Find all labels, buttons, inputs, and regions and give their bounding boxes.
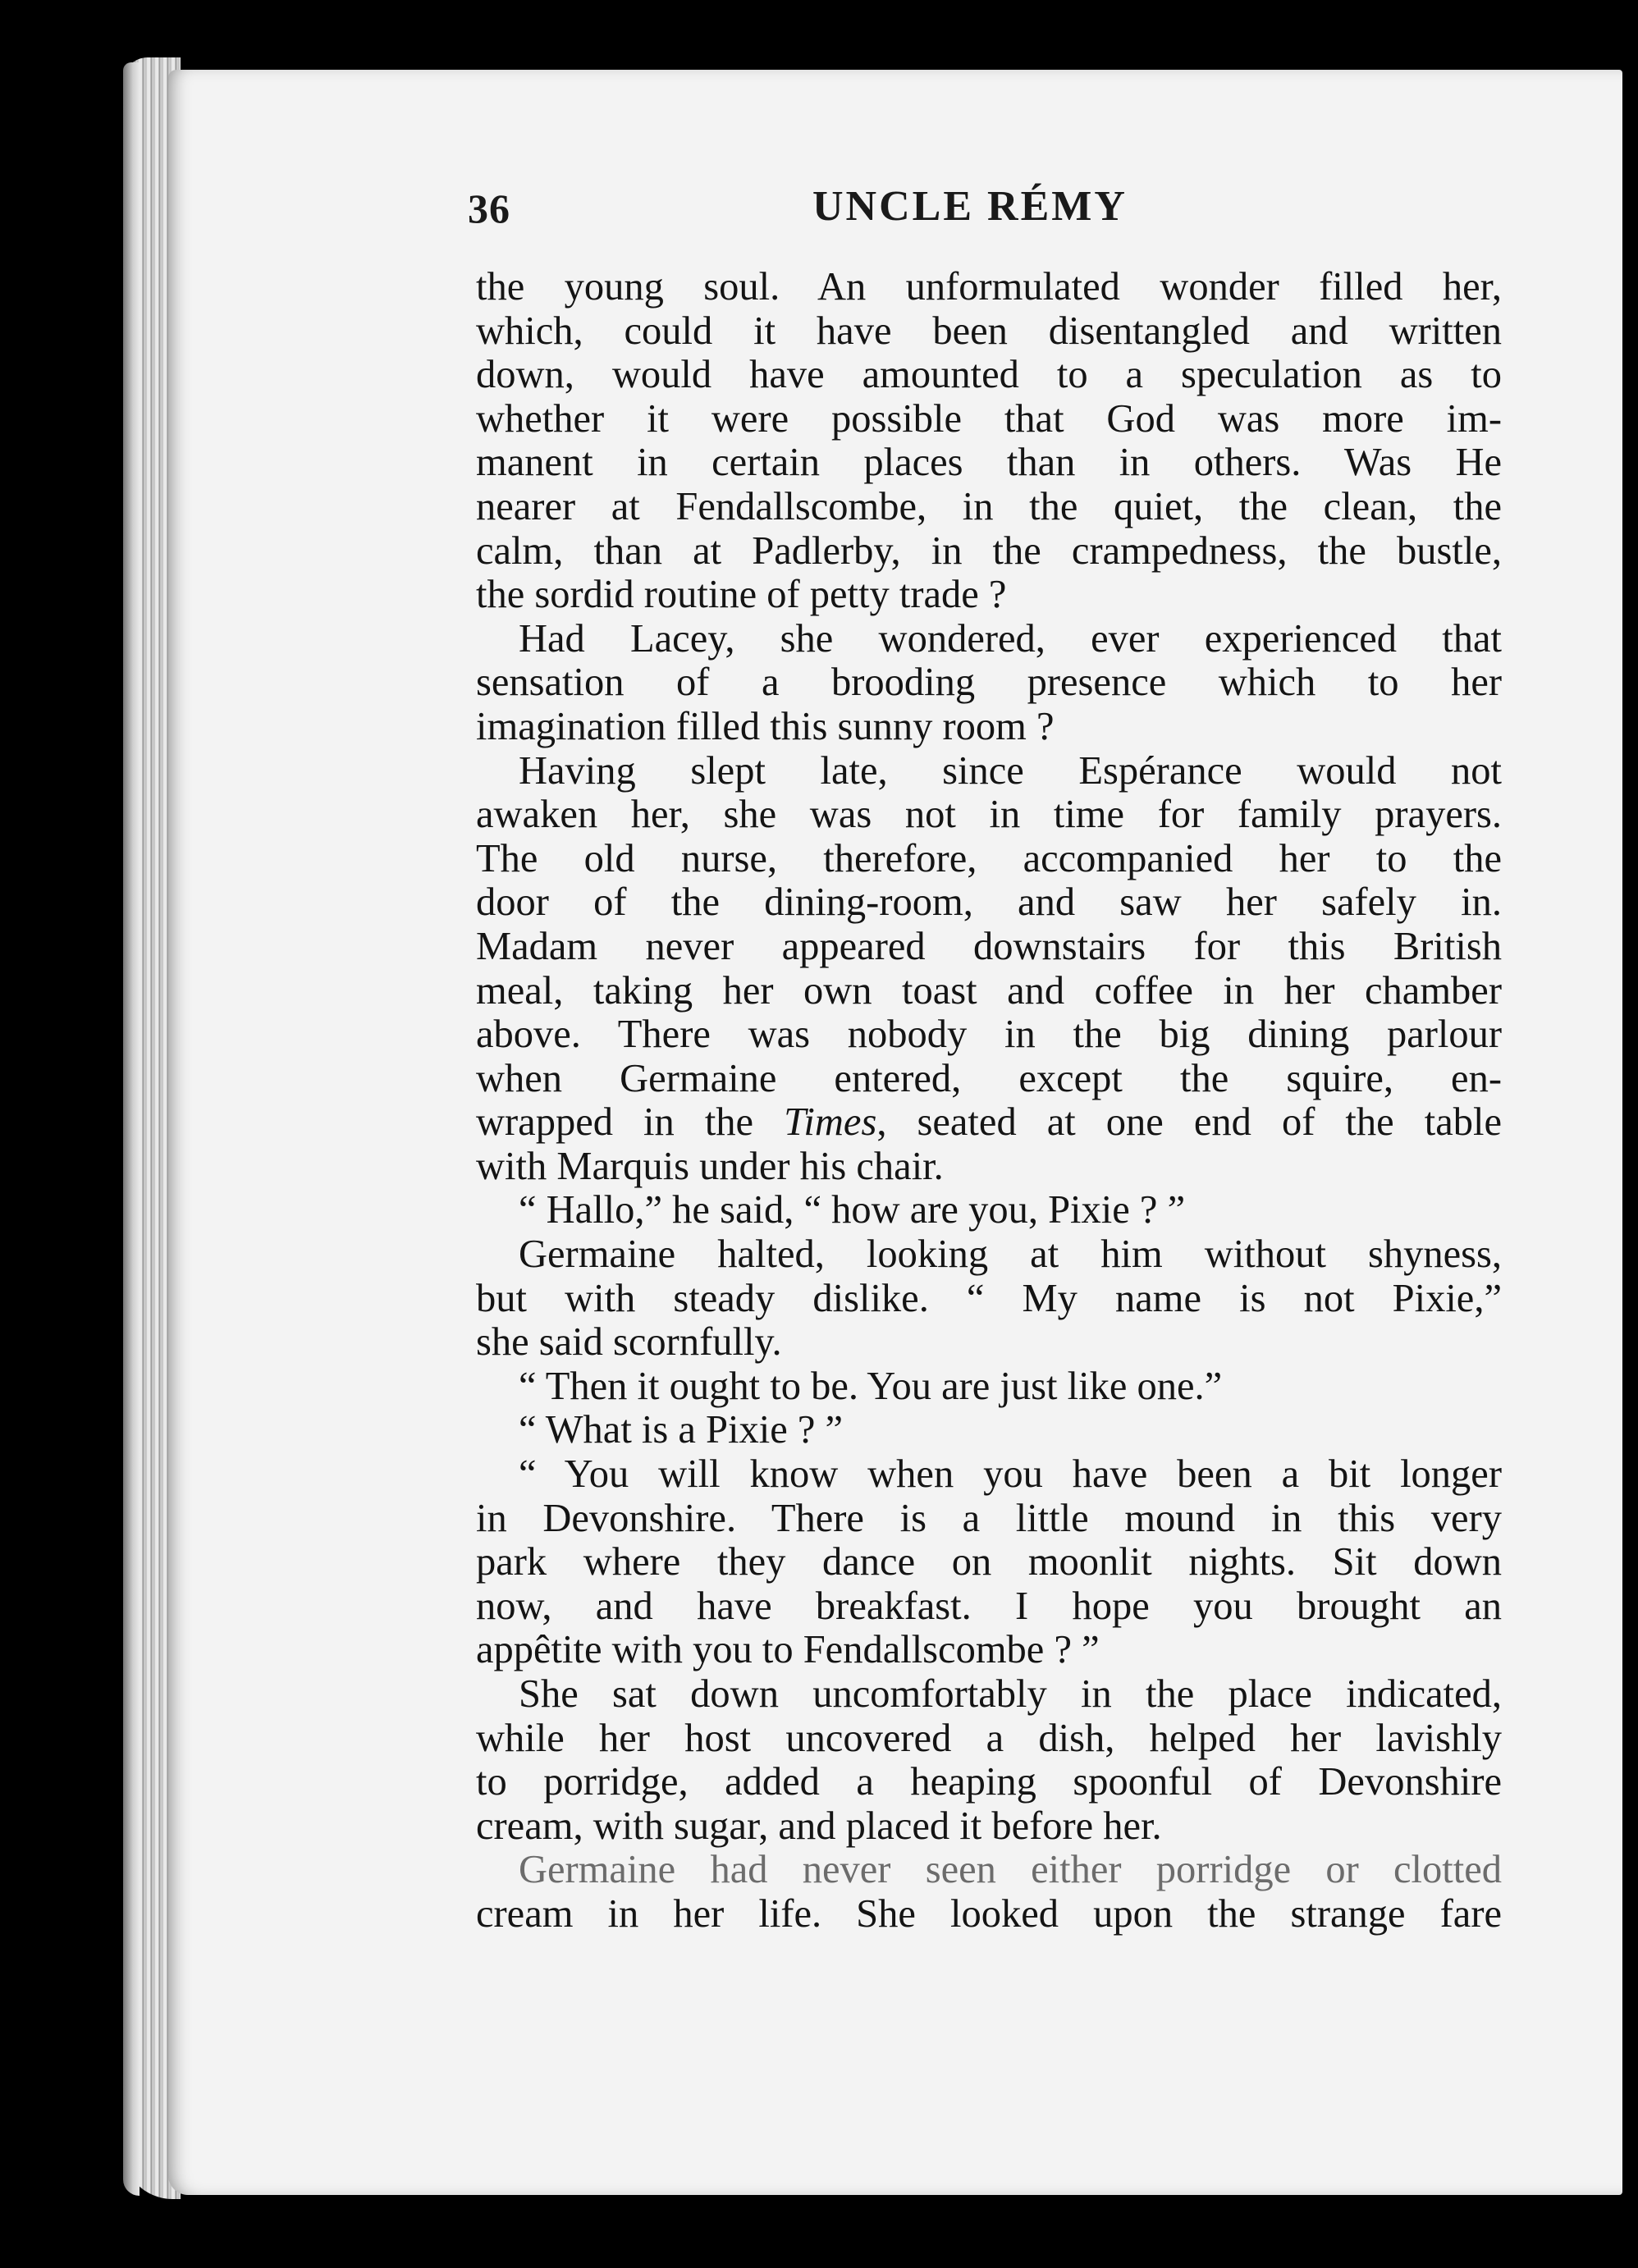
text-line: manent in certain places than in others. Was He: [476, 441, 1502, 485]
text-line: “ What is a Pixie ? ”: [519, 1408, 844, 1452]
text-line: she said scornfully.: [476, 1320, 782, 1365]
text-line: awaken her, she was not in time for family prayers.: [476, 793, 1502, 837]
text-line: Had Lacey, she wondered, ever experienced that: [519, 616, 1502, 661]
text-line: appêtite with you to Fendallscombe ? ”: [476, 1628, 1100, 1672]
text-line: sensation of a brooding presence which to her: [476, 661, 1502, 705]
text-line: whether it were possible that God was more im-: [476, 396, 1502, 441]
text-segment: wrapped in the: [476, 1100, 785, 1145]
text-line: to porridge, added a heaping spoonful of Devonshire: [476, 1760, 1502, 1804]
text-line: the sordid routine of petty trade ?: [476, 573, 1007, 617]
text-line: nearer at Fendallscombe, in the quiet, the clean, the: [476, 484, 1502, 528]
text-line: Madam never appeared downstairs for this British: [476, 924, 1502, 968]
text-line: the young soul. An unformulated wonder filled her,: [476, 265, 1502, 309]
text-line: Germaine halted, looking at him without shyness,: [519, 1232, 1502, 1277]
newspaper-title: Times: [784, 1100, 877, 1145]
text-segment: , seated at one end of the table: [876, 1100, 1502, 1145]
text-line: in Devonshire. There is a little mound in this very: [476, 1496, 1502, 1540]
text-line: The old nurse, therefore, accompanied her to the: [476, 836, 1502, 880]
text-line: “ You will know when you have been a bit longer: [519, 1452, 1502, 1497]
text-line: but with steady dislike. “ My name is not Pixie,”: [476, 1276, 1502, 1320]
text-line: cream, with sugar, and placed it before her.: [476, 1804, 1162, 1848]
text-line: above. There was nobody in the big dining parlour: [476, 1013, 1502, 1057]
text-line: when Germaine entered, except the squire, en-: [476, 1056, 1502, 1100]
text-line: “ Hallo,” he said, “ how are you, Pixie ? ”: [519, 1188, 1186, 1232]
text-line: park where they dance on moonlit nights. Sit down: [476, 1540, 1502, 1584]
text-line: imagination filled this sunny room ?: [476, 704, 1055, 748]
body-text: [476, 265, 1502, 1936]
text-line: [476, 1100, 1502, 1145]
text-line: now, and have breakfast. I hope you brought an: [476, 1584, 1502, 1628]
page-number: 36: [468, 185, 510, 231]
text-line: Having slept late, since Espérance would not: [519, 748, 1502, 793]
text-line: “ Then it ought to be. You are just like one.”: [519, 1364, 1223, 1408]
book-spine-shadow: [123, 62, 140, 2196]
text-line: down, would have amounted to a speculation as to: [476, 353, 1502, 397]
running-title: UNCLE RÉMY: [812, 183, 1128, 230]
text-line: meal, taking her own toast and coffee in her chamber: [476, 968, 1502, 1013]
text-line: which, could it have been disentangled and written: [476, 309, 1502, 353]
text-line: Germaine had never seen either porridge or clotted: [519, 1848, 1502, 1892]
text-line: door of the dining-room, and saw her safely in.: [476, 880, 1502, 925]
text-line: cream in her life. She looked upon the strange fare: [476, 1891, 1502, 1936]
text-line: with Marquis under his chair.: [476, 1144, 944, 1188]
text-line: while her host uncovered a dish, helped her lavishly: [476, 1716, 1502, 1760]
text-line: She sat down uncomfortably in the place indicated,: [519, 1672, 1502, 1716]
text-line: calm, than at Padlerby, in the crampedness, the bustle,: [476, 528, 1502, 573]
